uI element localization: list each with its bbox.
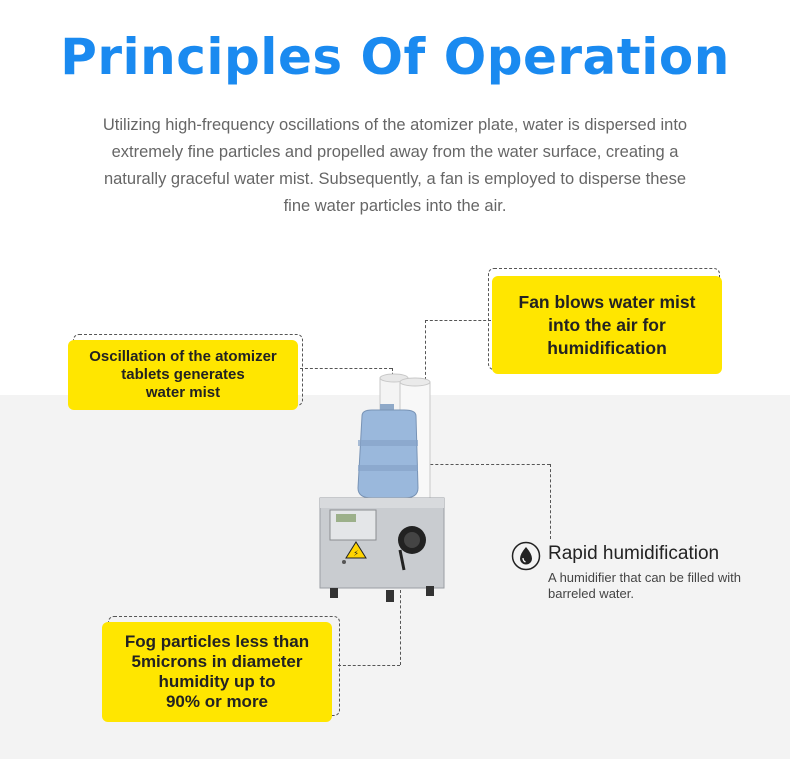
fog-callout: [102, 622, 332, 722]
oscillation-callout-line-1: Oscillation of the atomizer: [89, 348, 277, 365]
page-title: Principles Of Operation: [60, 28, 730, 86]
oscillation-callout-line-2: tablets generates: [121, 366, 245, 383]
fog-callout-line-2: 5microns in diameter: [131, 652, 303, 671]
fog-callout-line-1: Fog particles less than: [124, 632, 310, 651]
connector-fan-horizontal: [425, 320, 491, 321]
fan-callout-line-2: into the air for: [548, 314, 666, 335]
fog-callout-line-3: humidity up to: [158, 672, 276, 691]
fan-callout-line-3: humidification: [547, 337, 667, 358]
fan-callout: [492, 276, 722, 374]
fan-callout-line-1: Fan blows water mist: [518, 291, 696, 312]
description-text: Utilizing high-frequency oscillations of the atomizer plate, water is dispersed into extremely fine particles and propelled away from the water surface, creating a naturally graceful water mist. Subsequently, a fan is employed to disperse these fine water particles into the air.: [102, 116, 688, 215]
connector-feature-vertical: [550, 464, 551, 539]
feature-description: A humidifier that can be filled with barreled water.: [548, 570, 741, 601]
connector-oscillation-horizontal: [300, 368, 392, 369]
water-drop-icon: [511, 541, 541, 571]
svg-text:⚡: ⚡: [353, 549, 359, 558]
connector-fog-horizontal: [338, 665, 400, 666]
oscillation-callout-line-3: water mist: [145, 384, 221, 401]
humidifier-product-image: [300, 370, 450, 610]
oscillation-callout: [68, 340, 298, 410]
feature-title: Rapid humidification: [548, 543, 720, 564]
fog-callout-line-4: 90% or more: [165, 692, 269, 711]
